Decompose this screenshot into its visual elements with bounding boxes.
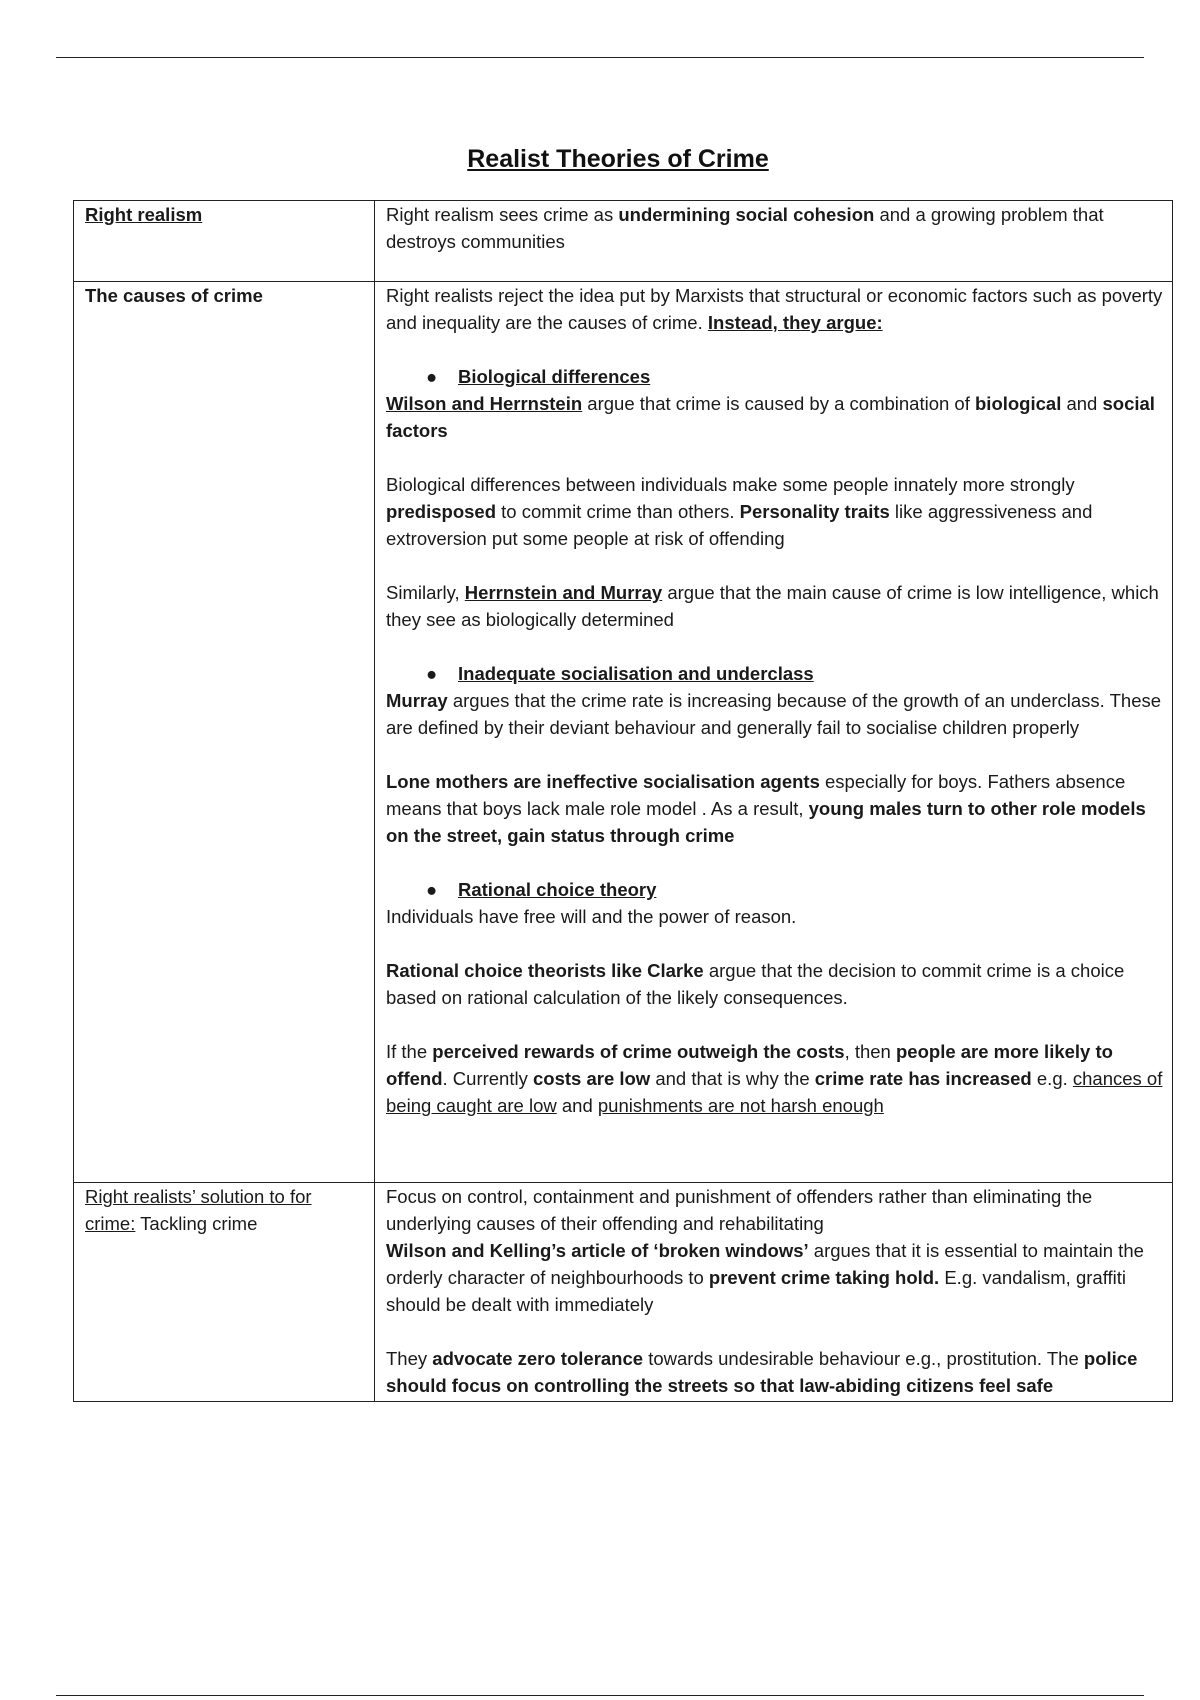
row-label-cell — [74, 1183, 375, 1402]
bullet-icon: ● — [426, 879, 438, 900]
paragraph: Right realism sees crime as undermining social cohesion and a growing problem that destroys communities — [386, 204, 1104, 252]
table-row-tackling-crime — [74, 1183, 1173, 1402]
bullet-heading-socialisation: ● Inadequate socialisation and underclass — [386, 660, 1164, 687]
paragraph-intro: Right realists reject the idea put by Marxists that structural or economic factors such as poverty and inequality are the causes of crime. Instead, they argue: — [386, 285, 1163, 333]
header-rule — [56, 57, 1144, 58]
row-label: Right realism — [85, 204, 203, 225]
paragraph: Lone mothers are ineffective socialisation agents especially for boys. Fathers absence means that boys lack male role model . As a result, young males turn to other role models on the street, gain status through crime — [386, 771, 1146, 846]
row-label-cell — [74, 201, 375, 282]
theory-table — [73, 200, 1173, 1402]
footer-rule — [56, 1695, 1144, 1696]
paragraph: Biological differences between individuals make some people innately more strongly predisposed to commit crime than others. Personality traits like aggressiveness and extroversion put some people at risk of offending — [386, 474, 1093, 549]
paragraph: Individuals have free will and the power of reason. — [386, 906, 797, 927]
row-content-cell — [375, 282, 1173, 1183]
paragraph: They advocate zero tolerance towards undesirable behaviour e.g., prostitution. The police should focus on controlling the streets so that law-abiding citizens feel safe — [386, 1348, 1138, 1396]
row-content-cell — [375, 201, 1173, 282]
paragraph: Wilson and Kelling’s article of ‘broken windows’ argues that it is essential to maintain the orderly character of neighbourhoods to prevent crime taking hold. E.g. vandalism, graffiti should be dealt with immediately — [386, 1240, 1144, 1315]
table-row-causes-of-crime — [74, 282, 1173, 1183]
paragraph: Focus on control, containment and punishment of offenders rather than eliminating the underlying causes of their offending and rehabilitating — [386, 1186, 1093, 1234]
row-content-cell — [375, 1183, 1173, 1402]
row-label-cell — [74, 282, 375, 1183]
paragraph: Wilson and Herrnstein argue that crime is caused by a combination of biological and social factors — [386, 393, 1155, 441]
paragraph: Similarly, Herrnstein and Murray argue that the main cause of crime is low intelligence, which they see as biologically determined — [386, 582, 1159, 630]
bullet-heading-rational-choice: ● Rational choice theory — [386, 876, 1164, 903]
paragraph: If the perceived rewards of crime outweigh the costs, then people are more likely to offend. Currently costs are low and that is why the crime rate has increased e.g. chances of being caught are low and punishments are not harsh enough — [386, 1041, 1163, 1116]
bullet-icon: ● — [426, 366, 438, 387]
paragraph: Rational choice theorists like Clarke argue that the decision to commit crime is a choice based on rational calculation of the likely consequences. — [386, 960, 1125, 1008]
bullet-icon: ● — [426, 663, 438, 684]
paragraph: Murray argues that the crime rate is increasing because of the growth of an underclass. These are defined by their deviant behaviour and generally fail to socialise children properly — [386, 690, 1162, 738]
row-label: The causes of crime — [85, 285, 263, 306]
table-row-right-realism — [74, 201, 1173, 282]
bullet-heading-biological: ● Biological differences — [386, 363, 1164, 390]
row-label-suffix: Tackling crime — [135, 1213, 258, 1234]
row-label: Right realists’ solution to for crime: — [85, 1186, 312, 1234]
page-title: Realist Theories of Crime — [467, 145, 769, 173]
